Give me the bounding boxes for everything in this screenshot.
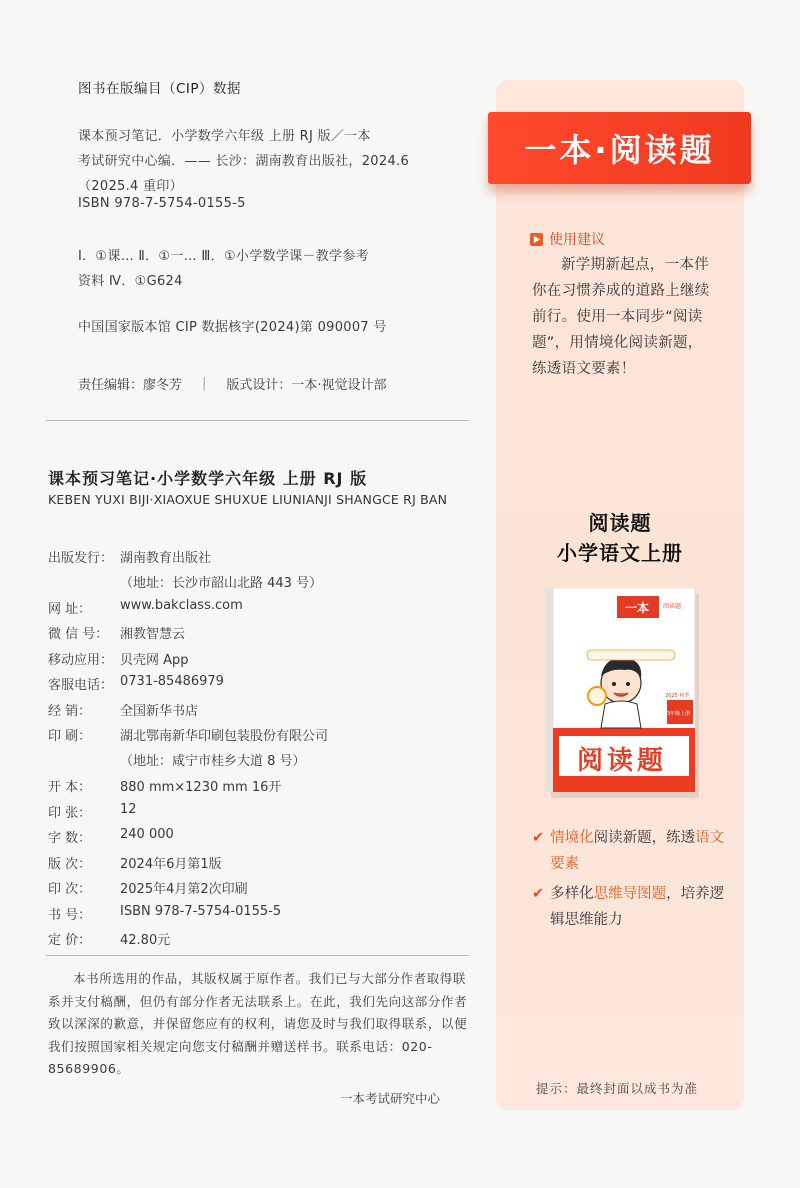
check-icon: ✔	[532, 830, 545, 846]
promo-title-line2: 小学语文上册	[557, 541, 683, 565]
info-edition: 版 次： 2024年6月第1版	[48, 857, 222, 872]
designer-credit: 版式设计：一本·视觉设计部	[226, 378, 387, 393]
tip-text: 新学期新起点，一本伴你在习惯养成的道路上继续前行。使用一本同步“阅读题”，用情境化阅读新题，练透语文要素！	[532, 257, 710, 377]
divider	[46, 420, 470, 421]
tip-heading	[530, 229, 605, 249]
book-cover-image	[545, 588, 699, 798]
promo-banner: 一本·阅读题	[488, 112, 751, 184]
cover-brand: 一本	[625, 601, 650, 615]
cover-year: 2025·秋季	[665, 693, 690, 699]
info-price: 定 价： 42.80元	[48, 933, 171, 948]
feature-text: 情境化阅读新题，练透语文要素	[550, 830, 725, 872]
book-title-pinyin: KEBEN YUXI BIJI·XIAOXUE SHUXUE LIUNIANJI SHANGCE RJ BAN	[48, 492, 448, 507]
info-website: 网 址： www.bakclass.com	[48, 598, 243, 617]
cip-classification: Ⅰ．①课… Ⅱ．①一… Ⅲ．①小学数学课－教学参考	[78, 249, 369, 264]
promo-title-line1: 阅读题	[588, 511, 652, 535]
info-distributor: 经 销： 全国新华书店	[48, 704, 199, 719]
feature-list	[532, 825, 732, 937]
cip-line: 课本预习笔记．小学数学六年级 上册 RJ 版／一本	[78, 129, 371, 144]
info-printer-address: （地址：咸宁市桂乡大道 8 号）	[120, 754, 306, 769]
info-printer: 印 刷： 湖北鄂南新华印刷包装股份有限公司	[48, 729, 329, 744]
divider	[46, 955, 470, 956]
info-format: 开 本： 880 mm×1230 mm 16开	[48, 780, 282, 795]
tip-label: 使用建议	[549, 232, 605, 248]
credits	[78, 374, 387, 393]
cip-line: 考试研究中心编．—— 长沙：湖南教育出版社，2024.6	[78, 154, 410, 169]
info-service-phone: 客服电话： 0731-85486979	[48, 674, 224, 693]
editor-credit: 责任编辑：廖冬芳	[78, 378, 183, 393]
info-isbn: 书 号： ISBN 978-7-5754-0155-5	[48, 904, 282, 923]
info-sheets: 印 张： 12	[48, 802, 137, 821]
info-app: 移动应用： 贝壳网 App	[48, 653, 189, 668]
cover-grade: 3年级上册	[667, 711, 691, 717]
check-icon: ✔	[532, 886, 545, 902]
credit-separator: |	[202, 376, 207, 391]
book-title: 课本预习笔记·小学数学六年级 上册 RJ 版	[48, 469, 368, 488]
cip-line: （2025.4 重印）	[78, 179, 183, 194]
cip-record-number: 中国国家版本馆 CIP 数据核字(2024)第 090007 号	[78, 320, 387, 335]
promo-title	[496, 508, 744, 568]
info-printing: 印 次： 2025年4月第2次印刷	[48, 882, 248, 897]
info-publisher-address: （地址：长沙市韶山北路 443 号）	[120, 576, 323, 591]
feature-item	[532, 881, 732, 933]
info-word-count: 字 数： 240 000	[48, 827, 174, 846]
feature-text: 多样化思维导图题，培养逻辑思维能力	[550, 886, 725, 928]
play-arrow-icon	[530, 233, 543, 246]
cover-title: 阅读题	[577, 746, 668, 776]
cover-disclaimer: 提示：最终封面以成书为准	[536, 1081, 699, 1096]
feature-item	[532, 825, 732, 877]
cover-tag: 阅读题	[663, 603, 682, 610]
info-wechat: 微 信 号： 湘教智慧云	[48, 627, 186, 642]
info-publisher: 出版发行： 湖南教育出版社	[48, 551, 212, 566]
copyright-notice: 本书所选用的作品，其版权属于原作者。我们已与大部分作者取得联系并支付稿酬，但仍有部分作者无法联系上。在此，我们先向这部分作者致以深深的歉意，并保留您应有的权利，请您及时与我们取得联系，以便我们按照国家相关规定向您支付稿酬并赠送样书。联系电话：020-85689906。	[48, 971, 468, 1076]
cip-classification-cont: 资料 Ⅳ．①G624	[78, 274, 183, 289]
cip-heading: 图书在版编目（CIP）数据	[78, 81, 242, 97]
cip-isbn: ISBN 978-7-5754-0155-5	[78, 196, 246, 211]
notice-signature: 一本考试研究中心	[340, 1091, 441, 1106]
